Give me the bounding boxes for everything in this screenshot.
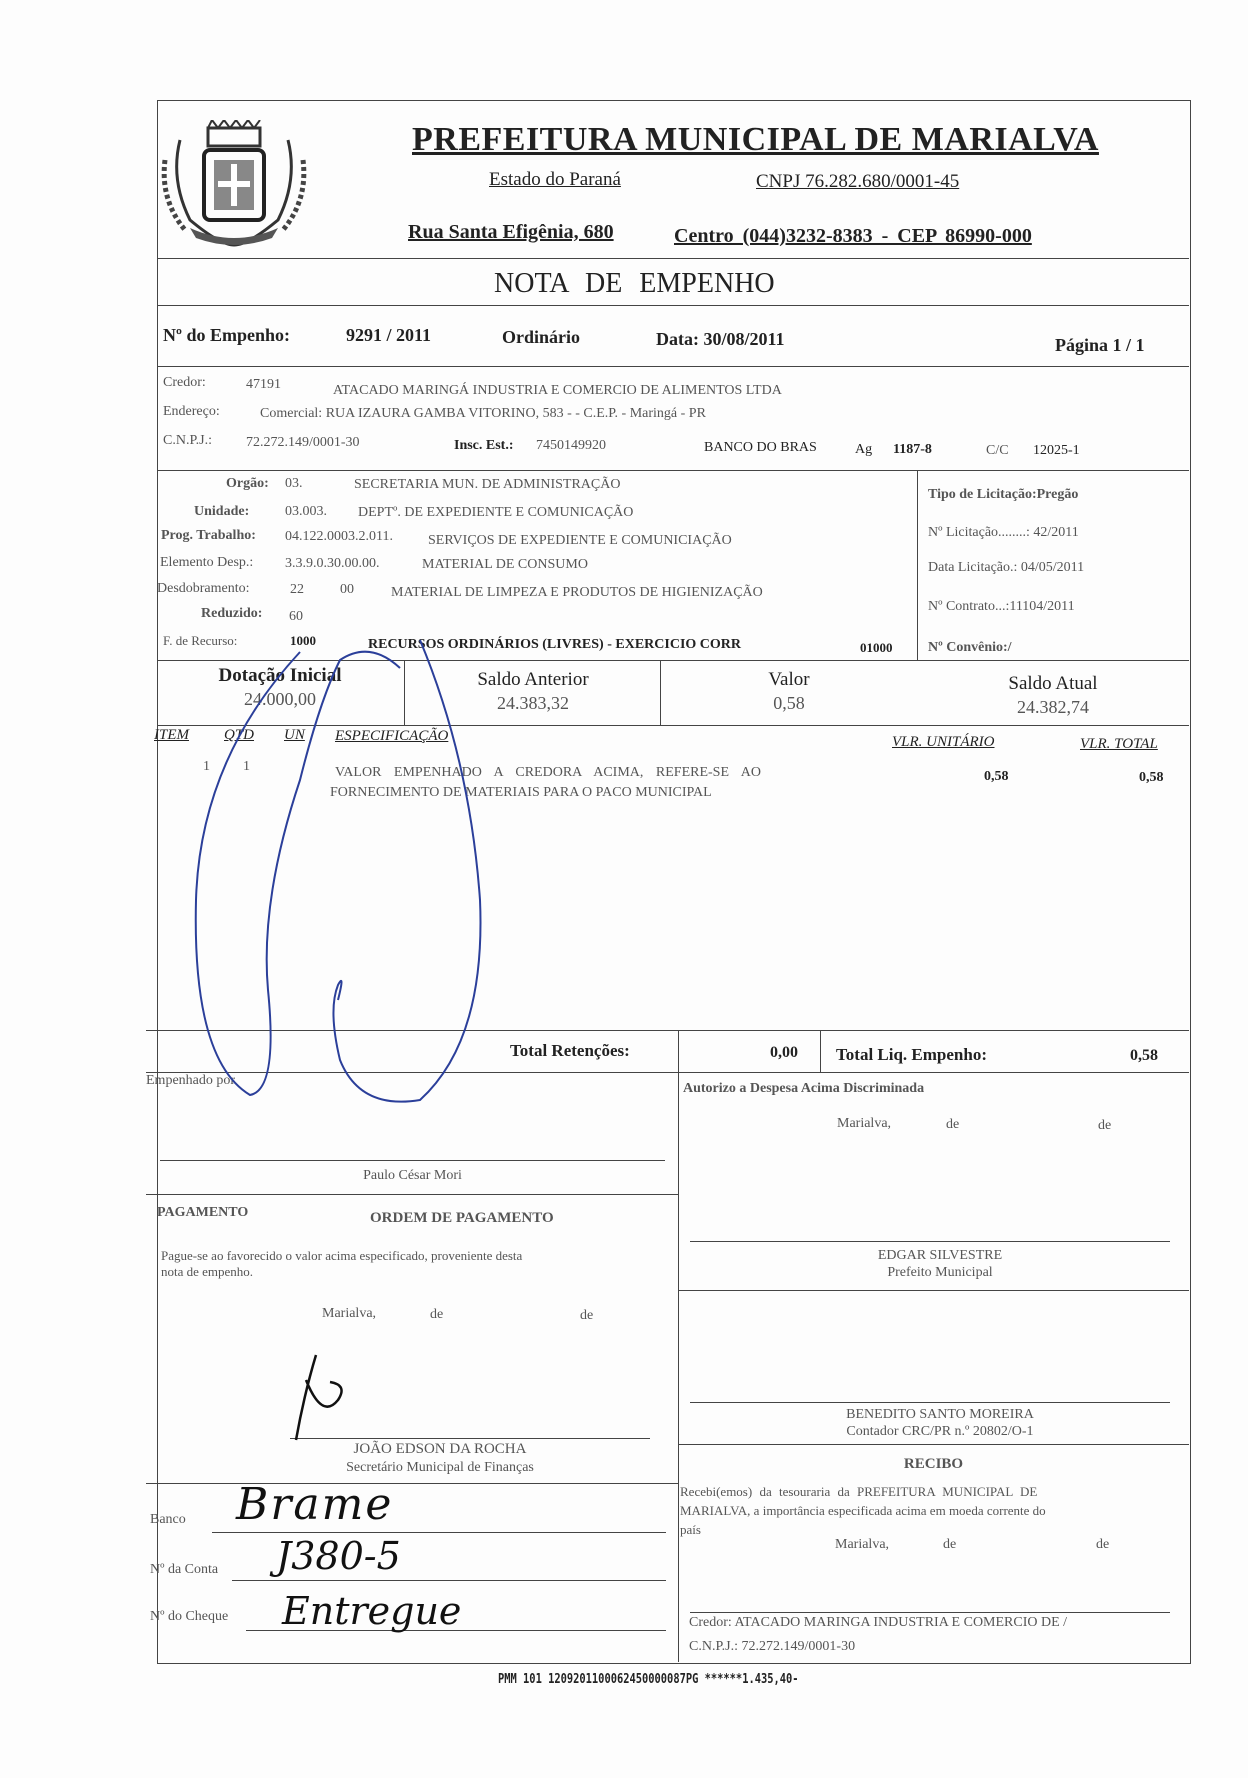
row-qtd: 1	[243, 759, 250, 774]
row-unit-value: 0,58	[984, 769, 1009, 784]
reduzido-label: Reduzido:	[201, 606, 263, 621]
pag-de-2: de	[580, 1308, 594, 1323]
pague-text-line2: nota de empenho.	[161, 1264, 254, 1279]
total-liquido-label: Total Liq. Empenho:	[836, 1045, 987, 1064]
municipality-title: PREFEITURA MUNICIPAL DE MARIALVA	[412, 121, 1099, 158]
state-name: Estado do Paraná	[489, 169, 621, 190]
recibo-text-line2: MARIALVA, a importância especificada acima em moeda corrente do	[680, 1503, 1046, 1518]
elemento-code: 3.3.9.0.30.00.00.	[285, 556, 380, 571]
dotacao-inicial-label: Dotação Inicial	[218, 665, 342, 686]
credor-address: Comercial: RUA IZAURA GAMBA VITORINO, 583 - - C.E.P. - Maringá - PR	[260, 406, 706, 421]
saldo-atual-value: 24.382,74	[1017, 697, 1089, 717]
cnpj-footer: C.N.P.J.: 72.272.149/0001-30	[689, 1639, 856, 1654]
street-address: Rua Santa Efigênia, 680	[408, 221, 614, 243]
empenho-date: Data: 30/08/2011	[656, 329, 785, 349]
account-number: 12025-1	[1033, 443, 1080, 458]
municipality-cnpj: CNPJ 76.282.680/0001-45	[756, 171, 960, 192]
page-number: Página 1 / 1	[1055, 335, 1145, 355]
joao-role: Secretário Municipal de Finanças	[346, 1460, 534, 1475]
pag-city: Marialva,	[322, 1306, 377, 1321]
orgao-label: Orgão:	[226, 476, 269, 491]
document-title: NOTA DE EMPENHO	[494, 268, 775, 299]
agency-number: 1187-8	[893, 442, 932, 457]
row-spec-line2: FORNECIMENTO DE MATERIAIS PARA O PACO MUNICIPAL	[330, 785, 712, 800]
saldo-atual-label: Saldo Atual	[1008, 673, 1098, 694]
unidade-code: 03.003.	[285, 504, 327, 519]
aut-de-2: de	[1098, 1118, 1112, 1133]
desdobramento-name: MATERIAL DE LIMPEZA E PRODUTOS DE HIGIENIZAÇÃO	[391, 585, 763, 600]
valor-label: Valor	[768, 669, 810, 690]
banco-label: Banco	[150, 1512, 186, 1527]
unidade-name: DEPTº. DE EXPEDIENTE E COMUNICAÇÃO	[358, 505, 634, 520]
empenho-type: Ordinário	[502, 327, 581, 347]
numero-convenio: Nº Convênio:/	[928, 640, 1012, 655]
pague-text-line1: Pague-se ao favorecido o valor acima especificado, proveniente desta	[161, 1248, 523, 1263]
tipo-licitacao: Tipo de Licitação:Pregão	[928, 487, 1079, 502]
recurso-name: RECURSOS ORDINÁRIOS (LIVRES) - EXERCICIO CORR	[368, 637, 741, 652]
aut-de-1: de	[946, 1117, 960, 1132]
empenho-number: 9291 / 2011	[346, 325, 432, 345]
col-qtd-header: QTD	[224, 727, 255, 743]
footer-code: PMM 101 1209201100062450000087PG ******1.435,40-	[498, 1672, 799, 1687]
pagamento-label: PAGAMENTO	[157, 1205, 249, 1220]
cheque-label: Nº do Cheque	[150, 1609, 229, 1624]
numero-licitacao: Nº Licitação........: 42/2011	[928, 525, 1079, 540]
orgao-code: 03.	[285, 476, 303, 491]
aut-city: Marialva,	[837, 1116, 892, 1131]
reduzido-value: 60	[289, 609, 303, 624]
benedito-name: BENEDITO SANTO MOREIRA	[846, 1407, 1034, 1422]
district-phone-cep: Centro (044)3232-8383 - CEP 86990-000	[674, 225, 1032, 247]
recibo-label: RECIBO	[903, 1456, 964, 1472]
recurso-label: F. de Recurso:	[163, 633, 238, 648]
banco-handwritten: Brame	[236, 1479, 394, 1530]
total-liquido-value: 0,58	[1130, 1047, 1158, 1064]
credor-label: Credor:	[163, 375, 206, 390]
prog-name: SERVIÇOS DE EXPEDIENTE E COMUNICIAÇÃO	[428, 533, 732, 548]
row-spec-line1: VALOR EMPENHADO A CREDORA ACIMA, REFERE-SE AO	[335, 765, 761, 780]
credor-code: 47191	[246, 377, 281, 392]
conta-label: Nº da Conta	[150, 1562, 219, 1577]
elemento-name: MATERIAL DE CONSUMO	[422, 557, 588, 572]
edgar-name: EDGAR SILVESTRE	[877, 1248, 1003, 1263]
address-label: Endereço:	[163, 404, 220, 419]
desdobramento-code: 22	[290, 582, 304, 597]
unidade-label: Unidade:	[194, 504, 250, 519]
benedito-role: Contador CRC/PR n.º 20802/O-1	[846, 1424, 1034, 1439]
rec-de-2: de	[1096, 1537, 1110, 1552]
credor-ie: 7450149920	[536, 438, 606, 453]
desdobramento-code2: 00	[340, 582, 354, 597]
col-unit-header: VLR. UNITÁRIO	[892, 734, 995, 750]
rec-city: Marialva,	[835, 1537, 890, 1552]
total-retencoes-value: 0,00	[770, 1044, 798, 1061]
rec-de-1: de	[943, 1537, 957, 1552]
prog-label: Prog. Trabalho:	[161, 528, 256, 543]
valor-value: 0,58	[773, 693, 805, 713]
empenhado-por-label: Empenhado por	[146, 1073, 236, 1088]
credor-name: ATACADO MARINGÁ INDUSTRIA E COMERCIO DE ALIMENTOS LTDA	[333, 383, 782, 398]
conta-handwritten: J380-5	[276, 1534, 401, 1578]
cnpj-label: C.N.P.J.:	[163, 433, 213, 448]
joao-name: JOÃO EDSON DA ROCHA	[353, 1441, 527, 1457]
numero-contrato: Nº Contrato...:11104/2011	[928, 599, 1075, 614]
data-licitacao: Data Licitação.: 04/05/2011	[928, 560, 1085, 575]
desdobramento-label: Desdobramento:	[157, 581, 250, 596]
elemento-label: Elemento Desp.:	[160, 555, 254, 570]
saldo-anterior-value: 24.383,32	[497, 693, 569, 713]
recurso-code2: 01000	[860, 640, 893, 655]
dotacao-inicial-value: 24.000,00	[244, 689, 316, 709]
saldo-anterior-label: Saldo Anterior	[477, 669, 589, 690]
credor-cnpj: 72.272.149/0001-30	[246, 435, 360, 450]
empenho-number-label: Nº do Empenho:	[163, 325, 290, 345]
edgar-role: Prefeito Municipal	[887, 1265, 993, 1280]
col-total-header: VLR. TOTAL	[1080, 736, 1158, 752]
ordem-pagamento-label: ORDEM DE PAGAMENTO	[370, 1210, 554, 1226]
row-item: 1	[203, 759, 210, 774]
recibo-text-line3: país	[680, 1522, 701, 1537]
col-un-header: UN	[284, 727, 305, 743]
cheque-handwritten: Entregue	[282, 1589, 462, 1633]
ie-label: Insc. Est.:	[454, 438, 514, 453]
recibo-text-line1: Recebi(emos) da tesouraria da PREFEITURA MUNICIPAL DE	[680, 1484, 1038, 1499]
orgao-name: SECRETARIA MUN. DE ADMINISTRAÇÃO	[354, 477, 621, 492]
bank-name: BANCO DO BRAS	[704, 440, 817, 455]
recurso-code: 1000	[290, 633, 316, 648]
account-label: C/C	[986, 443, 1009, 458]
col-item-header: ITEM	[154, 727, 189, 743]
prog-code: 04.122.0003.2.011.	[285, 529, 393, 544]
agency-label: Ag	[855, 442, 873, 457]
col-espec-header: ESPECIFICAÇÃO	[335, 728, 449, 744]
credor-footer: Credor: ATACADO MARINGA INDUSTRIA E COMERCIO DE /	[689, 1615, 1068, 1630]
row-total-value: 0,58	[1139, 770, 1164, 785]
paulo-name: Paulo César Mori	[363, 1168, 462, 1183]
autorizo-label: Autorizo a Despesa Acima Discriminada	[683, 1081, 925, 1096]
pag-de-1: de	[430, 1307, 444, 1322]
total-retencoes-label: Total Retenções:	[510, 1041, 630, 1060]
